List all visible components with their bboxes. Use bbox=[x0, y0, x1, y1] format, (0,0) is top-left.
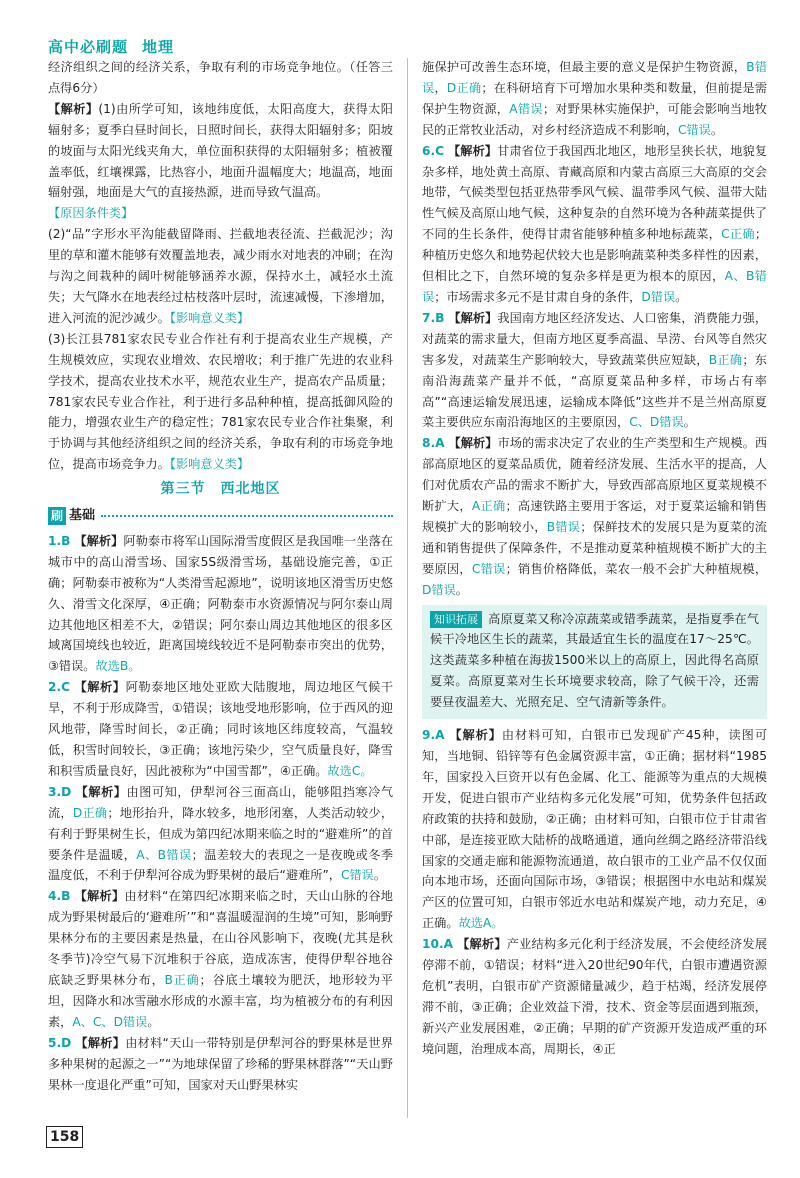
answer-item-3: 3.D 【解析】由图可知，伊犁河谷三面高山，能够阻挡寒冷气流，D正确；地形抬升，降水较多，地形闭塞，人类活动较少，有利于野果树生长，但成为第四纪冰期来临之时的“避难所”的首要条件是温暖，A、B错误；温差较大的表现之一是夜晚或冬季温度低，不利于伊犁河谷成为野果树的最后“避难所”，C错误。 bbox=[48, 784, 394, 883]
knowledge-box bbox=[422, 605, 767, 720]
answer-item-5-continued: 施保护可改善生态环境，但最主要的意义是保护生物资源，B错误，D正确；在科研培育下可增加水果种类和数量，但前提是需保护生物资源，A错误；对野果林实施保护，可能会影响当地牧民的正常牧业活动，对乡村经济造成不利影响，C错误。 bbox=[422, 60, 768, 137]
header-book-title: 高中必刷题 bbox=[48, 38, 129, 56]
answer-item-9: 9.A 【解析】由材料可知，白银市已发现矿产45种，读图可知，当地铜、铅锌等有色金属资源丰富，①正确；据材料“1985年，国家投入巨资开以有色金属、化工、能源等为重点的大规模开发，促进白银市产业结构多元化发展”可知，优势条件包括政府政策的扶持和鼓励，②正确；由材料可知，白银市位于甘肃省中部，是连接亚欧大陆桥的战略通道，通向丝绸之路经济带沿线国家的交通走廊和能源物流通道，故白银市的工业产品不仅仅面向本地市场，还面向国际市场，③错误；根据图中水电站和煤炭产区的位置可知，白银市邻近水电站和煤炭产地，动力充足，④正确。故选A。 bbox=[422, 728, 768, 931]
answer-item-10: 10.A 【解析】产业结构多元化利于经济发展，不会使经济发展停滞不前，①错误；材料“进入20世纪90年代，白银市遭遇资源危机”表明，白银市矿产资源储量减少，趋于枯竭，经济发展停滞不前，③正确；企业效益下滑，技术、资金等层面遇到瓶颈，新兴产业发展困难，②正确；早期的矿产资源开发造成严重的环境问题，治理成本高，周期长，④正 bbox=[422, 937, 768, 1056]
answer-item-7: 7.B 【解析】我国南方地区经济发达、人口密集，消费能力强，对蔬菜的需求量大，但南方地区夏季高温、旱涝、台风等自然灾害多发，对蔬菜生产影响较大，导致蔬菜供应短缺，B正确；东南沿海蔬菜产量并不低，“高原夏菜品种多样，市场占有率高”“高速运输发展迅速，运输成本降低”这些并不是兰州高原夏菜主要供应东南沿海地区的主要原因，C、D错误。 bbox=[422, 310, 768, 430]
header-subject: 地理 bbox=[142, 38, 175, 56]
knowledge-text: 高原夏菜又称冷凉蔬菜或错季蔬菜，是指夏季在气候干冷地区生长的蔬菜，其最适宜生长的温度在17～25℃。这类蔬菜多种植在海拔1500米以上的高原上，因此得名高原夏菜。高原夏菜对生长环境要求较高，除了气候干冷，还需要昼夜温差大、光照充足、空气清新等条件。 bbox=[430, 611, 759, 710]
answer-item-8: 8.A 【解析】市场的需求决定了农业的生产类型和生产规模。西部高原地区的夏菜品质优，随着经济发展、生活水平的提高，人们对优质农产品的需求不断扩大，导致西部高原地区夏菜规模不断扩大，A正确；高速铁路主要用于客运，对于夏菜运输和销售规模扩大的影响较小，B错误；保鲜技术的发展只是为夏菜的流通和销售提供了保障条件，不是推动夏菜种植规模不断扩大的主要原因，C错误；销售价格降低，菜农一般不会扩大种植规模，D错误。 bbox=[422, 436, 768, 597]
category-tag: 【影响意义类】 bbox=[169, 457, 250, 472]
analysis-paragraph-3: (3)长江县781家农民专业合作社有利于提高农业生产规模，产生规模效应，实现农业增效、农民增收；利于推广先进的农业科学技术，提高农业技术水平，规范农业生产，提高农产品质量；781家农民专业合作社，利于进行多品种种植，提高抵御风险的能力，增强农业生产的稳定性；781家农民专业合作社集聚，利于协调与其他经济组织之间的经济关系，争取有利的市场竞争地位，提高市场竞争力。【影响意义类】 bbox=[48, 331, 393, 472]
analysis-paragraph-2: (2)“品”字形水平沟能截留降雨、拦截地表径流、拦截泥沙；沟里的草和灌木能够有效覆盖地表，减少雨水对地表的冲刷；在沟与沟之间栽种的阔叶树能够涵养水源，保持水土，减轻水土流失；大气降水在地表经过枯枝落叶层时，流速减慢，下渗增加，进入河流的泥沙减少。【影响意义类】 bbox=[48, 227, 393, 325]
page-number: 158 bbox=[46, 1126, 83, 1148]
answer-item-1: 1.B 【解析】阿勒泰市将军山国际滑雪度假区是我国唯一坐落在城市中的高山滑雪场、国家5S级滑雪场，基础设施完善，①正确；阿勒泰市被称为“人类滑雪起源地”，说明该地区滑雪历史悠久、滑雪文化深厚，④正确；阿勒泰市水资源情况与阿尔泰山周边其他地区相差不大，②错误；阿尔泰山周边其他地区的很多区域离国境线也较近，距离国境线较近不是阿勒泰市突出的优势，③错误。故选B。 bbox=[48, 533, 394, 674]
category-label bbox=[48, 203, 393, 224]
answer-item-5: 5.D 【解析】由材料“天山一带特别是伊犁河谷的野果林是世界多种果树的起源之一”“为地球保留了珍稀的野果林群落”“天山野果林一度退化严重”可知，国家对天山野果林实 bbox=[48, 1035, 393, 1092]
basic-badge: 刷 bbox=[48, 507, 66, 525]
section-title: 第三节 西北地区 bbox=[160, 481, 281, 498]
dotted-rule bbox=[101, 515, 393, 517]
answer-item-6: 6.C 【解析】甘肃省位于我国西北地区，地形呈狭长状，地貌复杂多样，地处黄土高原、青藏高原和内蒙古高原三大高原的交会地带，气候类型包括亚热带季风气候、温带季风气候、温带大陆性气候及高原山地气候，这种复杂的自然环境为各种蔬菜提供了不同的生长条件，使得甘肃省能够种植多种地标蔬菜，C正确；种植历史悠久和地势起伏较大也是影响蔬菜种类多样性的因素，但相比之下，自然环境的复杂多样是更为根本的原因，A、B错误；市场需求多元不是甘肃自身的条件，D错误。 bbox=[422, 143, 768, 304]
running-header bbox=[48, 36, 174, 57]
basic-text: 基础 bbox=[69, 508, 96, 524]
category-tag: 【原因条件类】 bbox=[48, 206, 134, 221]
category-tag: 【影响意义类】 bbox=[169, 310, 250, 325]
answer-item-4: 4.B 【解析】由材料“在第四纪冰期来临之时，天山山脉的谷地成为野果树最后的‘避难所’”和“喜温暖湿润的生境”可知，影响野果林分布的主要因素是热量，在山谷风影响下，夜晚(尤其是秋冬季节)冷空气易下沉堆积于谷底，造成冻害，使得伊犁谷地谷底缺乏野果林分布，B正确；谷底土壤较为肥沃，地形较为平坦，因降水和冰雪融水形成的水源丰富，均为植被分布的有利因素，A、C、D错误。 bbox=[48, 889, 393, 1029]
analysis-tag: 【解析】 bbox=[48, 101, 99, 116]
basic-heading bbox=[48, 506, 393, 527]
right-column bbox=[422, 57, 767, 1060]
left-column bbox=[48, 57, 393, 1095]
answer-continuation: 经济组织之间的经济关系，争取有利的市场竞争地位。（任答三点得6分） bbox=[48, 60, 393, 95]
answer-item-2: 2.C 【解析】阿勒泰地区地处亚欧大陆腹地，周边地区气候干旱，不利于形成降雪，①错误；该地受地形影响，位于西风的迎风地带，降雪时间长，②正确；同时该地区纬度较高，气温较低，积雪时间较长，③正确；该地污染少，空气质量良好，降雪和积雪质量良好，因此被称为“中国雪都”，④正确。故选C。 bbox=[48, 680, 394, 778]
knowledge-label: 知识拓展 bbox=[430, 611, 482, 628]
analysis-paragraph-1: 【解析】(1)由所学可知，该地纬度低，太阳高度大，获得太阳辐射多；夏季白昼时间长，日照时间长，获得太阳辐射多；阳坡的坡面与太阳光线夹角大，单位面积获得的太阳辐射多；植被覆盖率低，红壤裸露，比热容小，地面升温幅度大；地温高，地面辐射强，地面是大气的直接热源，进而导致气温高。 bbox=[48, 101, 393, 200]
column-divider bbox=[407, 58, 408, 1118]
